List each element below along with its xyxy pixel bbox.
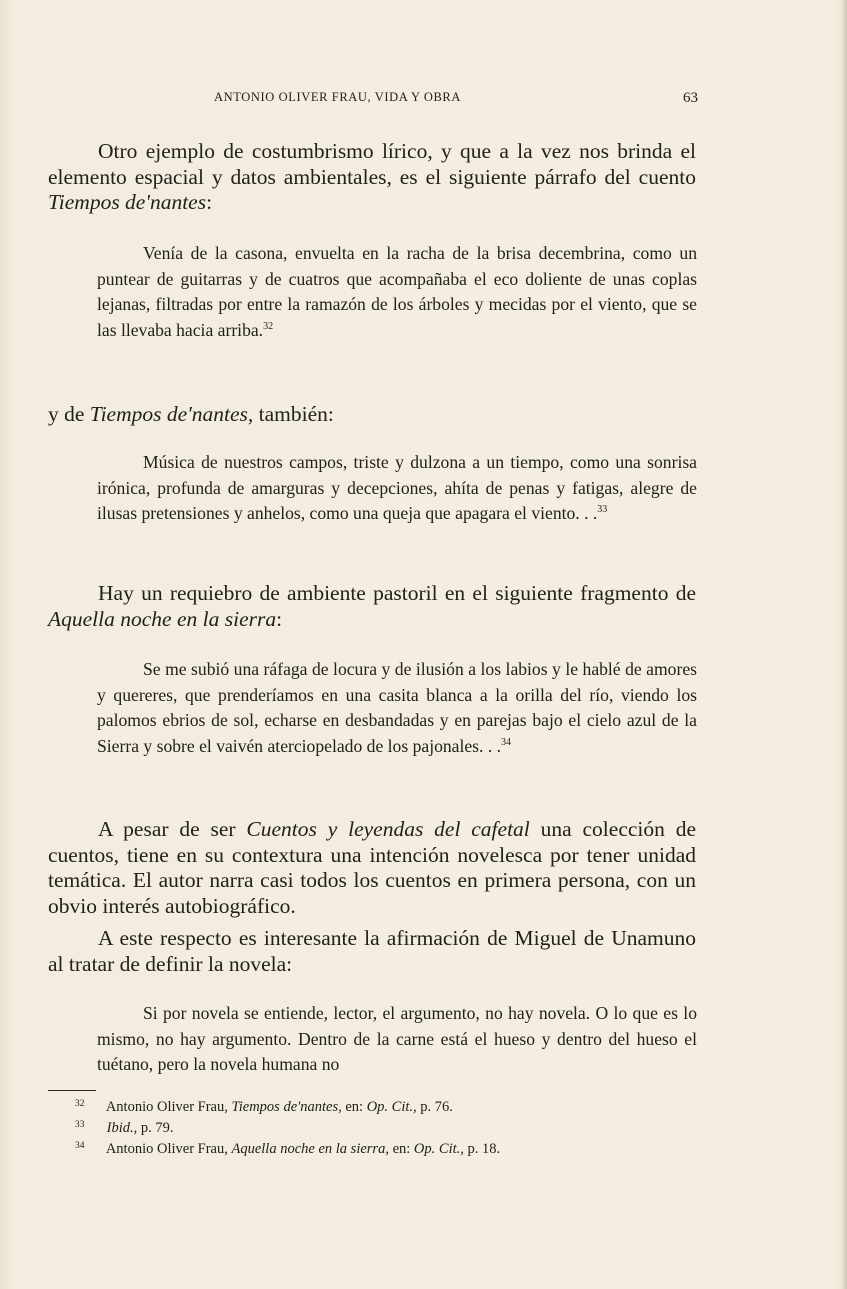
footnote-33 (75, 1116, 675, 1137)
paragraph-2-text-after: también: (258, 402, 334, 426)
paragraph-1-title: Tiempos de'nantes (48, 190, 207, 214)
footnote-text: Antonio Oliver Frau, (105, 1099, 228, 1115)
paragraph-3-text: Hay un requiebro de ambiente pastoril en el siguiente fragmento de (98, 581, 696, 605)
paragraph-2-text-before: y de (48, 402, 85, 426)
quote-2-text: Música de nuestros campos, triste y dulzona a un tiempo, como una sonrisa irónica, profunda de amarguras y decepciones, ahíta de penas y fatigas, alegre de ilusas pretensiones y anhelos, como una queja que apagara el viento. . . (97, 452, 697, 523)
footnote-ref-32: 32 (263, 320, 274, 332)
paragraph-1-text: Otro ejemplo de costumbrismo lírico, y que a la vez nos brinda el elemento espacial y datos ambientales, es el siguiente párrafo del cuento (48, 139, 696, 189)
footnote-text: en: (345, 1099, 364, 1115)
footnote-32 (75, 1095, 675, 1116)
block-quote-3 (97, 657, 697, 759)
footnote-ref-33: 33 (597, 504, 608, 515)
footnote-title: Aquella noche en la sierra, (231, 1141, 389, 1157)
footnotes (75, 1095, 675, 1158)
paragraph-3-end: : (276, 606, 283, 631)
page-number: 63 (683, 90, 698, 106)
footnote-text: Antonio Oliver Frau, (105, 1141, 228, 1157)
footnote-title: Tiempos de'nantes, (231, 1099, 342, 1115)
paragraph-1 (48, 139, 696, 216)
footnote-op-cit: Op. Cit., (413, 1141, 464, 1157)
footnote-title: Ibid., (106, 1120, 138, 1136)
footnote-op-cit: Op. Cit., (366, 1099, 417, 1115)
paragraph-4 (48, 817, 696, 919)
paragraph-3 (48, 581, 696, 632)
quote-3-text: Se me subió una ráfaga de locura y de ilusión a los labios y le hablé de amores y quereres, que prenderíamos en una casita blanca a la orilla del río, viendo los palomos ebrios de sol, echarse en desbandadas y en parejas bajo el cielo azul de la Sierra y sobre el vaivén aterciopelado de los pajonales. . . (97, 659, 697, 756)
running-title: ANTONIO OLIVER FRAU, VIDA Y OBRA (214, 90, 461, 104)
paragraph-5 (48, 926, 696, 977)
page-edge-shadow (841, 0, 847, 1289)
footnote-ref-34: 34 (501, 736, 512, 748)
footnote-text: en: (392, 1141, 411, 1157)
paragraph-2-title: Tiempos de'nantes, (89, 402, 254, 426)
footnote-34 (75, 1137, 675, 1158)
paragraph-5-text: A este respecto es interesante la afirmación de Miguel de Unamuno al tratar de definir la novela: (48, 926, 696, 976)
paragraph-4-text-after: una colección de cuentos, tiene en su contextura una intención novelesca por tener unidad temática. El autor narra casi todos los cuentos en primera persona, con un obvio interés autobiográfico. (48, 817, 697, 918)
paragraph-4-title: Cuentos y leyendas del cafetal (246, 817, 530, 841)
quote-4-text: Si por novela se entiende, lector, el argumento, no hay novela. O lo que es lo mismo, no hay argumento. Dentro de la carne está el hueso y dentro del hueso el tuétano, pero la novela humana no (97, 1003, 697, 1074)
paragraph-1-end: : (206, 190, 213, 214)
footnote-number: 33 (75, 1120, 85, 1130)
footnote-divider (48, 1090, 96, 1091)
page-header (48, 90, 698, 112)
footnote-page: p. 18. (467, 1141, 501, 1157)
paragraph-2 (48, 402, 696, 428)
footnote-page: p. 79. (140, 1120, 174, 1136)
footnote-number: 32 (75, 1099, 85, 1109)
paragraph-3-title: Aquella noche en la sierra (48, 606, 277, 631)
block-quote-1 (97, 241, 697, 343)
paragraph-4-text-before: A pesar de ser (98, 817, 236, 841)
block-quote-4 (97, 1001, 697, 1078)
footnote-number: 34 (75, 1141, 85, 1151)
footnote-page: p. 76. (420, 1099, 453, 1115)
quote-1-text: Venía de la casona, envuelta en la racha de la brisa decembrina, como un puntear de guitarras y de cuatros que acompañaba el eco doliente de unas coplas lejanas, filtradas por entre la ramazón de los árboles y mecidas por el viento, que se las llevaba hacia arriba. (97, 243, 697, 340)
block-quote-2 (97, 450, 697, 527)
